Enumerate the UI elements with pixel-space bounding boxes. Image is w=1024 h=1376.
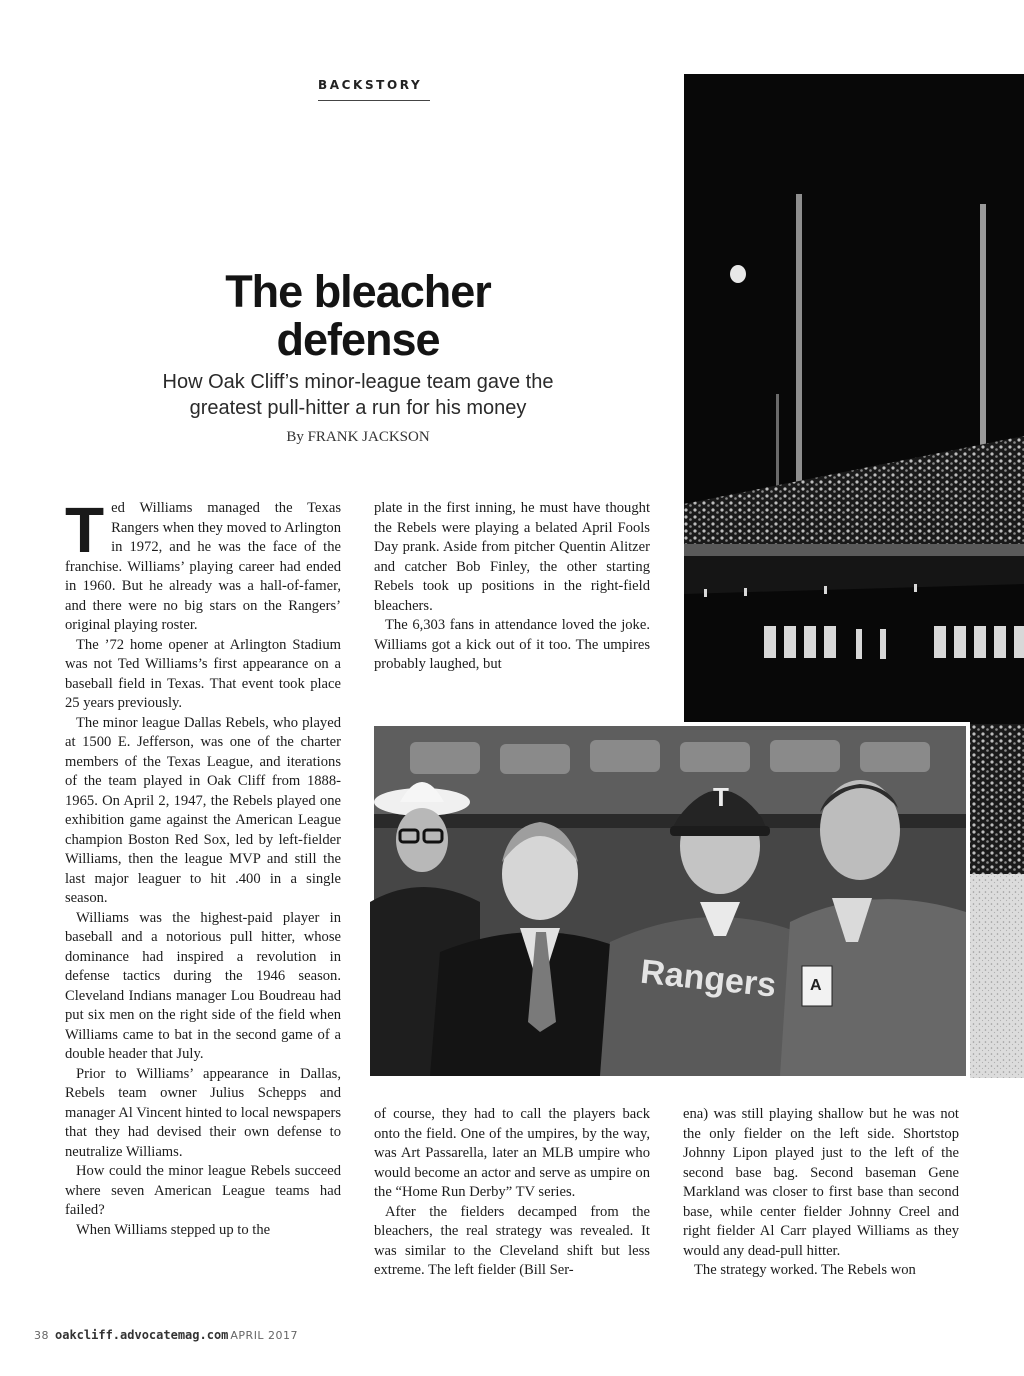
issue-date: APRIL 2017	[230, 1329, 299, 1342]
paragraph: of course, they had to call the players back onto the field. One of the umpires, by the way, was Art Passarella, later an MLB umpire who would become an actor and serve as umpire on the “Home Run Derby” TV series.	[374, 1106, 650, 1200]
deck	[120, 369, 596, 421]
paragraph: When Williams stepped up to the	[76, 1221, 271, 1238]
badge-letter: A	[810, 977, 822, 994]
cap-logo-text: T	[713, 782, 729, 812]
headline	[120, 268, 596, 364]
footer-url[interactable]: oakcliff.advocatemag.com	[55, 1328, 229, 1342]
paragraph: How could the minor league Rebels succeed where seven American League teams had failed?	[65, 1163, 341, 1218]
baseball	[730, 265, 746, 283]
byline: By FRANK JACKSON	[286, 429, 430, 445]
jacket-lettering: Rangers	[638, 952, 778, 1005]
headline-line: The bleacher	[225, 266, 491, 317]
page-footer	[34, 1328, 298, 1342]
body-column-3-bottom	[683, 1105, 959, 1281]
paragraph: Williams was the highest-paid player in baseball and a notorious pull hitter, whose dominance had inspired a revolution in defense tactics during the 1946 season. Cleveland Indians manager Lou Boudreau had put six men on the right side of the field when Williams came to bat in the second game of a double header that July.	[65, 909, 341, 1062]
paragraph: The 6,303 fans in attendance loved the joke. Williams got a kick out of it too. The umpires probably laughed, but	[374, 617, 650, 672]
paragraph-text: ed Williams managed the Texas Rangers when they moved to Arlington in 1972, and he was the face of the franchise. Williams’ playing career had ended in 1960. But he already was a hall-of-famer, and there were no big stars on the Rangers’ original playing roster.	[65, 500, 341, 633]
paragraph: plate in the first inning, he must have thought the Rebels were playing a belated April Fools Day prank. Aside from pitcher Quentin Alitzer and catcher Bob Finley, the other starting Rebels took up positions in the right-field bleachers.	[374, 500, 650, 614]
body-column-2-top	[374, 499, 650, 675]
drop-cap: T	[65, 494, 105, 566]
paragraph: Prior to Williams’ appearance in Dallas, Rebels team owner Julius Schepps and manager Al Vincent hinted to local newspapers that they had devised their own defense to neutralize Williams.	[65, 1065, 341, 1160]
paragraph: The ’72 home opener at Arlington Stadium was not Ted Williams’s first appearance on a baseball field in Texas. That event took place 25 years previously.	[65, 636, 341, 711]
paragraph: The minor league Dallas Rebels, who played at 1500 E. Jefferson, was one of the charter members of the Texas League, and iterations of the team played in Oak Cliff from 1888-1965. On April 2, 1947, the Rebels played one exhibition game against the American League champion Boston Red Sox, led by left-fielder Williams, then the league MVP and still the last major leaguer to hit .400 in a single season.	[65, 714, 341, 906]
section-rule	[318, 100, 430, 101]
body-column-1	[65, 494, 341, 1240]
deck-line: greatest pull-hitter a run for his money	[189, 397, 527, 419]
paragraph: The strategy worked. The Rebels won	[694, 1262, 916, 1278]
paragraph	[65, 494, 341, 636]
headline-line: defense	[276, 314, 440, 365]
group-photo	[370, 722, 970, 1080]
paragraph: After the fielders decamped from the bleachers, the real strategy was revealed. It was similar to the Cleveland shift but less extreme. The left fielder (Bill Ser-	[374, 1203, 650, 1278]
paragraph: ena) was still playing shallow but he was not the only fielder on the left side. Shortstop Johnny Lipon played just to the left of the second base bag. Second baseman Gene Markland was closer to first base than second base, while center fielder Johnny Creel and right fielder Al Carr played Williams as they would any dead-pull hitter.	[683, 1106, 959, 1259]
section-label: BACKSTORY	[318, 78, 423, 92]
page-number: 38	[34, 1329, 49, 1342]
body-column-2-bottom	[374, 1105, 650, 1281]
deck-line: How Oak Cliff’s minor-league team gave the	[162, 371, 554, 393]
